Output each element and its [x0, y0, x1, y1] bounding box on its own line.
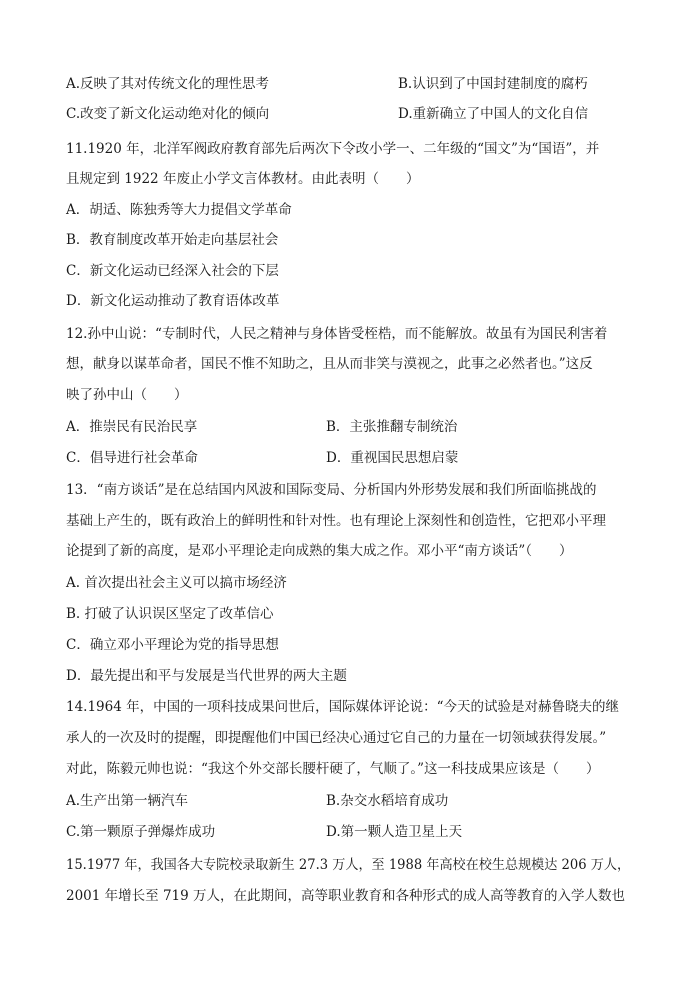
- q13-stem-line-2: 基础上产生的，既有政治上的鲜明性和针对性。也有理论上深刻性和创造性，它把邓小平理: [66, 513, 606, 529]
- q14-option-a: A.生产出第一辆汽车: [66, 793, 189, 809]
- q10-option-b: B.认识到了中国封建制度的腐朽: [398, 76, 588, 92]
- q11-stem-line-1: 11.1920 年，北洋军阀政府教育部先后两次下令改小学一、二年级的“国文”为“国语”，并: [66, 141, 600, 157]
- q14-option-b: B.杂交水稻培育成功: [326, 793, 449, 809]
- q12-option-b: B．主张推翻专制统治: [326, 419, 458, 435]
- q13-option-d: D．最先提出和平与发展是当代世界的两大主题: [66, 668, 347, 684]
- q13-option-c: C．确立邓小平理论为党的指导思想: [66, 637, 279, 653]
- q11-option-c: C．新文化运动已经深入社会的下层: [66, 263, 279, 279]
- q12-stem-line-3: 映了孙中山（ ）: [66, 387, 188, 403]
- q14-option-d: D.第一颗人造卫星上天: [326, 824, 463, 840]
- q14-stem-line-1: 14.1964 年，中国的一项科技成果问世后，国际媒体评论说：“今天的试验是对赫鲁晓夫的继: [66, 699, 620, 715]
- q15-stem-line-1: 15.1977 年，我国各大专院校录取新生 27.3 万人，至 1988 年高校在校生总规模达 206 万人，: [66, 857, 631, 873]
- q10-option-c: C.改变了新文化运动绝对化的倾向: [66, 106, 270, 122]
- q13-option-b: B. 打破了认识误区坚定了改革信心: [66, 606, 274, 622]
- q10-option-d: D.重新确立了中国人的文化自信: [398, 106, 589, 122]
- q13-stem-line-1: 13．“南方谈话”是在总结国内风波和国际变局、分析国内外形势发展和我们所面临挑战的: [66, 482, 597, 498]
- q11-option-b: B．教育制度改革开始走向基层社会: [66, 232, 279, 248]
- q12-stem-line-2: 想，献身以谋革命者，国民不惟不知助之，且从而非笑与漠视之，此事之必然者也。”这反: [66, 356, 593, 372]
- q11-option-d: D．新文化运动推动了教育语体改革: [66, 293, 280, 309]
- q14-option-c: C.第一颗原子弹爆炸成功: [66, 824, 216, 840]
- q15-stem-line-2: 2001 年增长至 719 万人，在此期间，高等职业教育和各种形式的成人高等教育的入学人数也: [66, 888, 625, 904]
- q12-option-d: D．重视国民思想启蒙: [326, 450, 459, 466]
- q14-stem-line-2: 承人的一次及时的提醒，即提醒他们中国已经决心通过它自己的力量在一切领域获得发展。”: [66, 730, 607, 746]
- q14-stem-line-3: 对此，陈毅元帅也说：“我这个外交部长腰杆硬了，气顺了。”这一科技成果应该是（ ）: [66, 761, 600, 777]
- q11-stem-line-2: 且规定到 1922 年废止小学文言体教材。由此表明（ ）: [66, 171, 420, 187]
- q12-option-a: A．推崇民有民治民享: [66, 419, 198, 435]
- q13-option-a: A. 首次提出社会主义可以搞市场经济: [66, 575, 287, 591]
- q12-stem-line-1: 12.孙中山说：“专制时代，人民之精神与身体皆受桎梏，而不能解放。故虽有为国民利害着: [66, 326, 608, 342]
- q12-option-c: C．倡导进行社会革命: [66, 450, 198, 466]
- q10-option-a: A.反映了其对传统文化的理性思考: [66, 76, 270, 92]
- q13-stem-line-3: 论提到了新的高度，是邓小平理论走向成熟的集大成之作。邓小平“南方谈话”（ ）: [66, 543, 573, 559]
- q11-option-a: A．胡适、陈独秀等大力提倡文学革命: [66, 202, 292, 218]
